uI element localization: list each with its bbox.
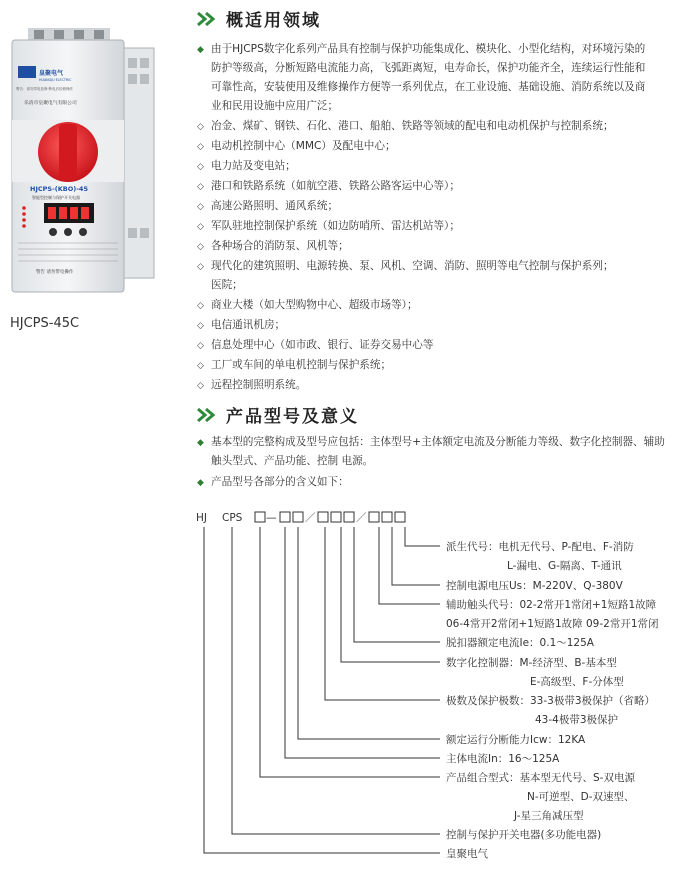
chevron-icon bbox=[196, 407, 218, 423]
section-model-heading bbox=[196, 402, 359, 427]
code-meaning-label: 皇聚电气 bbox=[446, 848, 488, 860]
list-item: ◇ 港口和铁路系统（如航空港、铁路公路客运中心等）； bbox=[197, 177, 460, 197]
code-meaning-label: 辅助触头代号：02-2常开1常闭+1短路1故障 bbox=[446, 599, 657, 611]
code-meaning-label: 额定运行分断能力Icw：12KA bbox=[446, 734, 586, 746]
intro-line: 可靠性高，安装使用及维修操作方便等一系列优点，在工业设施、基础设施、消防系统以及商 bbox=[211, 81, 646, 93]
code-slash: ／ bbox=[305, 512, 316, 524]
code-meaning-label: L-漏电、G-隔离、T-通讯 bbox=[507, 560, 622, 572]
leader-line bbox=[379, 527, 440, 604]
code-meaning-label: J-星三角减压型 bbox=[514, 810, 584, 822]
diamond-filled-icon: ◆ bbox=[197, 438, 204, 448]
up-button[interactable] bbox=[64, 228, 72, 236]
diamond-hollow-icon: ◇ bbox=[197, 321, 204, 331]
section-application-heading bbox=[196, 6, 321, 31]
code-box bbox=[382, 512, 392, 522]
code-meaning-label: 数字化控制器：M-经济型、B-基本型 bbox=[446, 657, 617, 669]
warning-line: 警告：请勿带电检修·断电后检修操作 bbox=[16, 87, 74, 91]
code-meaning-label: N-可逆型、D-双速型、 bbox=[527, 791, 635, 803]
list-item: ◇ 远程控制照明系统。 bbox=[197, 376, 306, 396]
code-box bbox=[293, 512, 303, 522]
set-button[interactable] bbox=[49, 228, 57, 236]
code-meaning-label: 主体电流In：16～125A bbox=[446, 753, 560, 765]
code-dash: — bbox=[266, 512, 277, 524]
bottom-warning: 警告 请勿带电操作 bbox=[36, 270, 74, 275]
code-meaning-label: 产品组合型式：基本型无代号、S-双电源 bbox=[446, 772, 635, 784]
code-box bbox=[318, 512, 328, 522]
list-item: ◇ 冶金、煤矿、钢铁、石化、港口、船舶、铁路等领域的配电和电动机保护与控制系统； bbox=[197, 117, 614, 137]
model-desc-line: ◆ 产品型号各部分的含义如下： bbox=[197, 473, 349, 493]
code-meaning-label: 控制与保护开关电器(多功能电器) bbox=[446, 829, 602, 841]
leader-line bbox=[204, 527, 440, 853]
model-desc-line: 触头型式、产品功能、控制 电源。 bbox=[211, 455, 374, 467]
chevron-icon bbox=[196, 11, 218, 27]
diamond-filled-icon: ◆ bbox=[197, 45, 204, 55]
diamond-hollow-icon: ◇ bbox=[197, 262, 204, 272]
diamond-hollow-icon: ◇ bbox=[197, 162, 204, 172]
code-box bbox=[344, 512, 354, 522]
code-meaning-label: E-高级型、F-分体型 bbox=[530, 676, 624, 688]
list-item: ◇ 高速公路照明、通风系统； bbox=[197, 197, 338, 217]
code-meaning-label: 43-4极带3极保护 bbox=[535, 714, 619, 726]
down-button[interactable] bbox=[79, 228, 87, 236]
leader-line bbox=[325, 527, 440, 700]
product-image bbox=[8, 28, 158, 303]
diamond-hollow-icon: ◇ bbox=[197, 202, 204, 212]
intro-line: ◆ 由于HJCPS数字化系列产品具有控制与保护功能集成化、模块化、小型化结构，对环境污染的 bbox=[197, 40, 645, 60]
code-slash: ／ bbox=[356, 512, 367, 524]
brand-name-en: HUANGJU ELECTRIC bbox=[39, 78, 72, 82]
brand-logo bbox=[18, 66, 36, 78]
code-box bbox=[255, 512, 265, 522]
product-caption: HJCPS-45C bbox=[10, 316, 80, 331]
list-item: ◇ 各种场合的消防泵、风机等； bbox=[197, 237, 349, 257]
list-item: 医院； bbox=[211, 279, 243, 291]
intro-line: 防护等级高，分断短路电流能力高，飞弧距离短，电寿命长，保护功能齐全，连续运行性能和 bbox=[211, 62, 646, 74]
diamond-hollow-icon: ◇ bbox=[197, 122, 204, 132]
diamond-hollow-icon: ◇ bbox=[197, 182, 204, 192]
list-item: ◇ 商业大楼（如大型购物中心、超级市场等）； bbox=[197, 296, 418, 316]
list-item: ◇ 工厂或车间的单电机控制与保护系统； bbox=[197, 356, 391, 376]
diamond-hollow-icon: ◇ bbox=[197, 242, 204, 252]
brand-name: 皇聚电气 bbox=[39, 70, 64, 77]
section-model-title: 产品型号及意义 bbox=[226, 407, 359, 427]
code-box bbox=[369, 512, 379, 522]
code-meaning-label: 控制电源电压Us：M-220V、Q-380V bbox=[446, 580, 623, 592]
diamond-hollow-icon: ◇ bbox=[197, 301, 204, 311]
code-meaning-label: 脱扣器额定电流Ie：0.1～125A bbox=[446, 637, 594, 649]
code-prefix: HJ bbox=[196, 512, 207, 524]
list-item: ◇ 现代化的建筑照明、电源转换、泵、风机、空调、消防、照明等电气控制与保护系列； bbox=[197, 257, 614, 277]
code-box bbox=[395, 512, 405, 522]
code-series: CPS bbox=[222, 512, 243, 524]
model-desc-line: ◆ 基本型的完整构成及型号应包括：主体型号+主体额定电流及分断能力等级、数字化控制器、辅助 bbox=[197, 433, 665, 453]
model-code-diagram bbox=[0, 500, 700, 871]
list-item: ◇ 信息处理中心（如市政、银行、证券交易中心等 bbox=[197, 336, 433, 356]
diamond-hollow-icon: ◇ bbox=[197, 361, 204, 371]
code-box bbox=[331, 512, 341, 522]
section-application-title: 概适用领域 bbox=[226, 11, 321, 31]
company-label: 乐清市皇聚电气有限公司 bbox=[24, 101, 77, 106]
diamond-hollow-icon: ◇ bbox=[197, 222, 204, 232]
list-item: ◇ 电动机控制中心（MMC）及配电中心； bbox=[197, 137, 396, 157]
leader-line bbox=[392, 527, 440, 585]
list-item: ◇ 电信通讯机房； bbox=[197, 316, 285, 336]
code-meaning-label: 派生代号：电机无代号、P-配电、F-消防 bbox=[446, 541, 634, 553]
diamond-filled-icon: ◆ bbox=[197, 478, 204, 488]
leader-line bbox=[232, 527, 440, 834]
intro-line: 业和民用设施中应用广泛； bbox=[211, 100, 339, 112]
sub-label: 智能型控制与保护开关电器 bbox=[32, 195, 80, 200]
model-label: HJCPS-(KBO)-45 bbox=[30, 185, 88, 193]
diamond-hollow-icon: ◇ bbox=[197, 341, 204, 351]
list-item: ◇ 军队驻地控制保护系统（如边防哨所、雷达机站等）； bbox=[197, 217, 460, 237]
list-item: ◇ 电力站及变电站； bbox=[197, 157, 296, 177]
leader-line bbox=[298, 527, 440, 739]
code-meaning-label: 06-4常开2常闭+1短路1故障 09-2常开1常闭 bbox=[446, 618, 659, 630]
leader-line bbox=[405, 527, 440, 546]
diamond-hollow-icon: ◇ bbox=[197, 142, 204, 152]
code-box bbox=[280, 512, 290, 522]
code-meaning-label: 极数及保护极数：33-3极带3极保护（省略） bbox=[446, 695, 656, 707]
diamond-hollow-icon: ◇ bbox=[197, 381, 204, 391]
